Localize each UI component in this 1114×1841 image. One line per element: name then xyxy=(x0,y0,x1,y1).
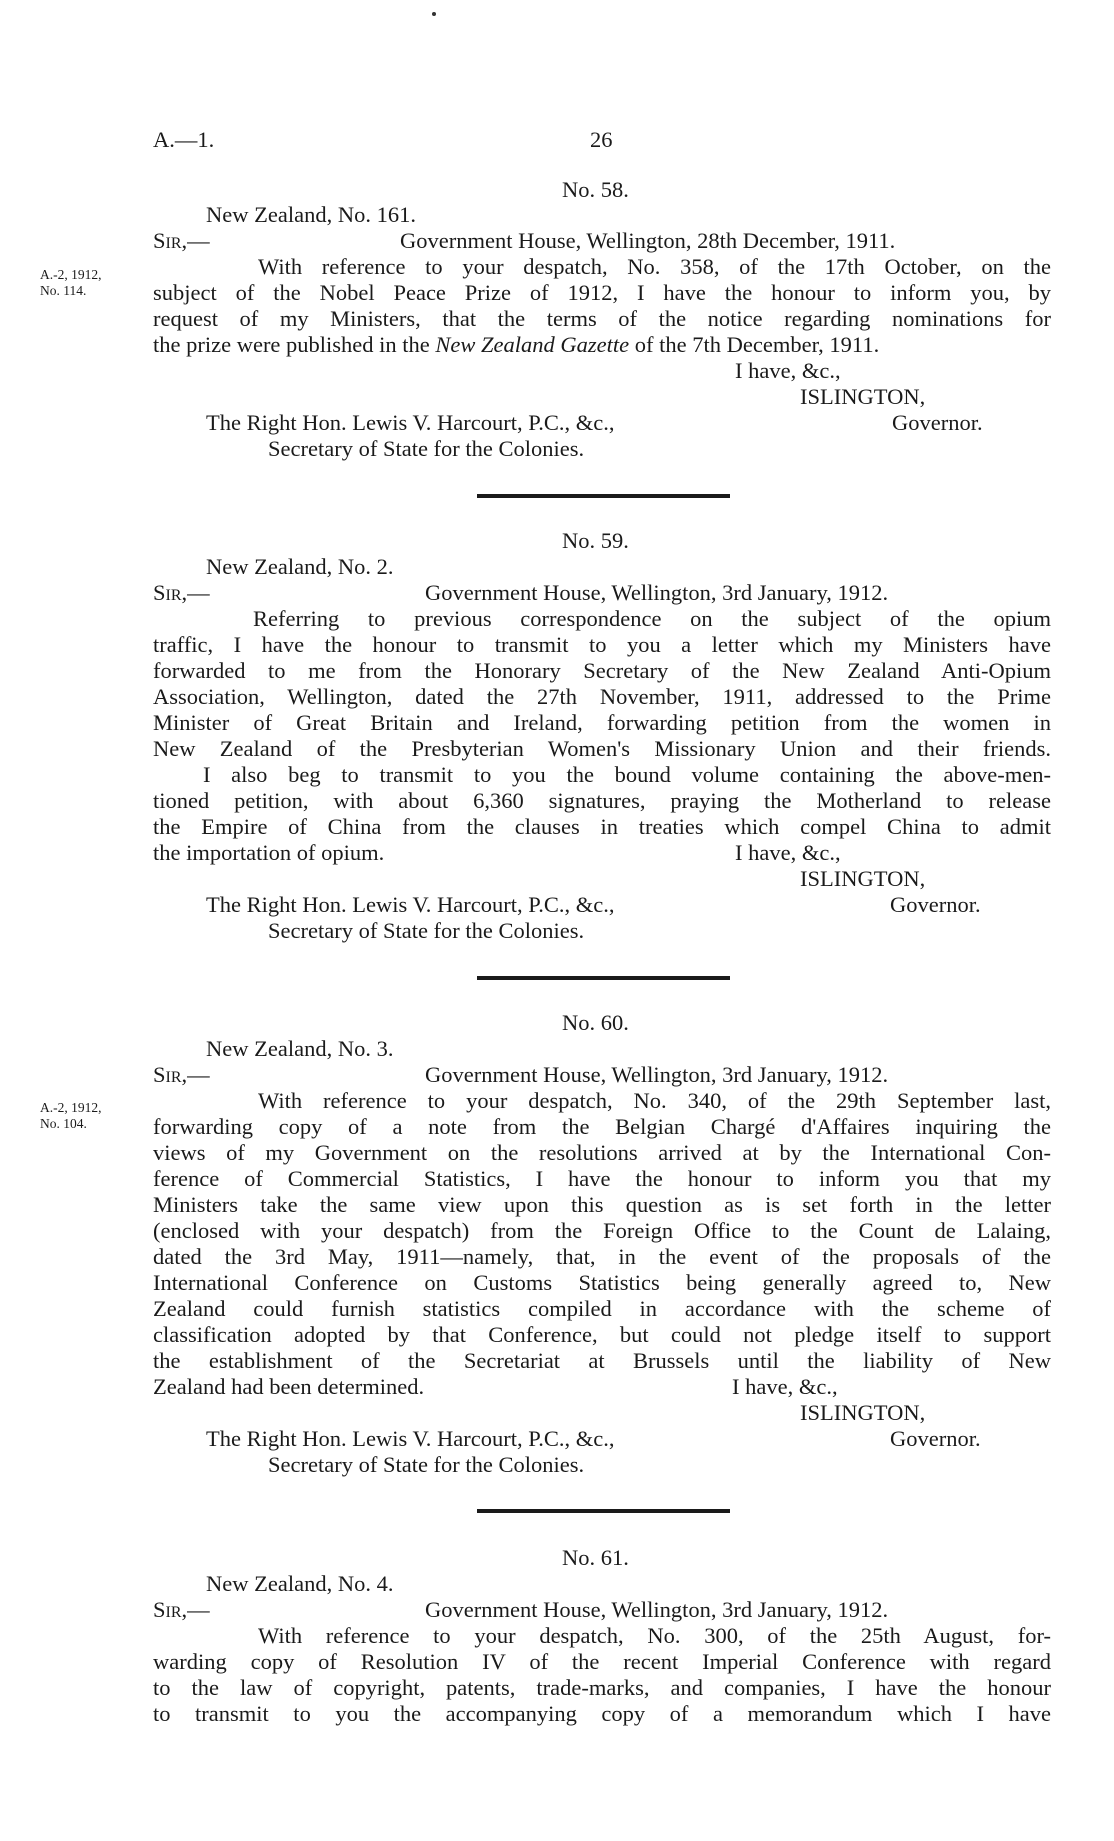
section-divider xyxy=(477,494,730,498)
body-line: classification adopted by that Conference, but could not pledge itself to support xyxy=(153,1322,1051,1347)
salutation: Sir,— xyxy=(153,228,210,253)
closing: I have, &c., xyxy=(735,358,841,383)
dispatch-reference: New Zealand, No. 4. xyxy=(206,1571,394,1596)
body-line: the Empire of China from the clauses in treaties which compel China to admit xyxy=(153,814,1051,839)
body-line xyxy=(153,332,879,358)
speck-mark xyxy=(432,12,436,16)
signer: ISLINGTON, xyxy=(800,384,926,409)
margin-note: No. 114. xyxy=(40,283,87,298)
body-line: With reference to your despatch, No. 300, of the 25th August, for- xyxy=(258,1623,1051,1648)
letter-number: No. 61. xyxy=(562,1545,629,1570)
body-text: of the 7th December, 1911. xyxy=(629,332,880,357)
salutation: Sir,— xyxy=(153,1597,210,1622)
body-line: Referring to previous correspondence on the subject of the opium xyxy=(253,606,1051,631)
body-line: Association, Wellington, dated the 27th November, 1911, addressed to the Prime xyxy=(153,684,1051,709)
recipient: The Right Hon. Lewis V. Harcourt, P.C., &c., xyxy=(206,410,615,435)
place-date: Government House, Wellington, 3rd January, 1912. xyxy=(425,1062,889,1087)
signer: ISLINGTON, xyxy=(800,866,926,891)
body-line: tioned petition, with about 6,360 signatures, praying the Motherland to release xyxy=(153,788,1051,813)
body-line: ference of Commercial Statistics, I have the honour to inform you that my xyxy=(153,1166,1051,1191)
section-divider xyxy=(477,976,730,980)
body-line: Ministers take the same view upon this question as is set forth in the letter xyxy=(153,1192,1051,1217)
signer-title: Governor. xyxy=(890,1426,981,1451)
body-line: Minister of Great Britain and Ireland, forwarding petition from the women in xyxy=(153,710,1051,735)
document-ref: A.—1. xyxy=(153,127,215,152)
signer-title: Governor. xyxy=(892,410,983,435)
salutation: Sir,— xyxy=(153,580,210,605)
dispatch-reference: New Zealand, No. 2. xyxy=(206,554,394,579)
recipient-title: Secretary of State for the Colonies. xyxy=(268,918,585,943)
place-date: Government House, Wellington, 3rd January, 1912. xyxy=(425,1597,889,1622)
letter-number: No. 58. xyxy=(562,177,629,202)
place-date: Government House, Wellington, 3rd January, 1912. xyxy=(425,580,889,605)
body-line: (enclosed with your despatch) from the Foreign Office to the Count de Lalaing, xyxy=(153,1218,1051,1243)
body-line: to transmit to you the accompanying copy of a memorandum which I have xyxy=(153,1701,1051,1726)
closing: I have, &c., xyxy=(732,1374,838,1399)
body-line: Zealand could furnish statistics compiled in accordance with the scheme of xyxy=(153,1296,1051,1321)
body-line: With reference to your despatch, No. 340, of the 29th September last, xyxy=(258,1088,1051,1113)
salutation: Sir,— xyxy=(153,1062,210,1087)
body-line: the importation of opium. xyxy=(153,840,385,865)
recipient-title: Secretary of State for the Colonies. xyxy=(268,1452,585,1477)
signer: ISLINGTON, xyxy=(800,1400,926,1425)
margin-note: A.-2, 1912, xyxy=(40,1100,102,1115)
body-line: request of my Ministers, that the terms of the notice regarding nominations for xyxy=(153,306,1051,331)
dispatch-reference: New Zealand, No. 3. xyxy=(206,1036,394,1061)
letter-number: No. 59. xyxy=(562,528,629,553)
body-line: forwarded to me from the Honorary Secretary of the New Zealand Anti-Opium xyxy=(153,658,1051,683)
body-line: forwarding copy of a note from the Belgian Chargé d'Affaires inquiring the xyxy=(153,1114,1051,1139)
recipient: The Right Hon. Lewis V. Harcourt, P.C., &c., xyxy=(206,1426,615,1451)
body-line: dated the 3rd May, 1911—namely, that, in the event of the proposals of the xyxy=(153,1244,1051,1269)
body-text: the prize were published in the xyxy=(153,332,436,357)
margin-note: No. 104. xyxy=(40,1116,87,1131)
recipient: The Right Hon. Lewis V. Harcourt, P.C., &c., xyxy=(206,892,615,917)
body-line: New Zealand of the Presbyterian Women's Missionary Union and their friends. xyxy=(153,736,1051,761)
body-line: International Conference on Customs Statistics being generally agreed to, New xyxy=(153,1270,1051,1295)
section-divider xyxy=(477,1509,730,1513)
dispatch-reference: New Zealand, No. 161. xyxy=(206,202,416,227)
page-number: 26 xyxy=(590,127,613,152)
recipient-title: Secretary of State for the Colonies. xyxy=(268,436,585,461)
body-line: the establishment of the Secretariat at Brussels until the liability of New xyxy=(153,1348,1051,1373)
body-line: With reference to your despatch, No. 358, of the 17th October, on the xyxy=(258,254,1051,279)
body-line: subject of the Nobel Peace Prize of 1912, I have the honour to inform you, by xyxy=(153,280,1051,305)
body-line: Zealand had been determined. xyxy=(153,1374,425,1399)
body-line: warding copy of Resolution IV of the recent Imperial Conference with regard xyxy=(153,1649,1051,1674)
closing: I have, &c., xyxy=(735,840,841,865)
body-line: traffic, I have the honour to transmit to you a letter which my Ministers have xyxy=(153,632,1051,657)
gazette-title: New Zealand Gazette xyxy=(435,332,630,357)
margin-note: A.-2, 1912, xyxy=(40,267,102,282)
letter-number: No. 60. xyxy=(562,1010,629,1035)
body-line: views of my Government on the resolutions arrived at by the International Con- xyxy=(153,1140,1051,1165)
body-line: to the law of copyright, patents, trade-marks, and companies, I have the honour xyxy=(153,1675,1051,1700)
body-line: I also beg to transmit to you the bound volume containing the above-men- xyxy=(203,762,1051,787)
place-date: Government House, Wellington, 28th December, 1911. xyxy=(400,228,896,253)
signer-title: Governor. xyxy=(890,892,981,917)
